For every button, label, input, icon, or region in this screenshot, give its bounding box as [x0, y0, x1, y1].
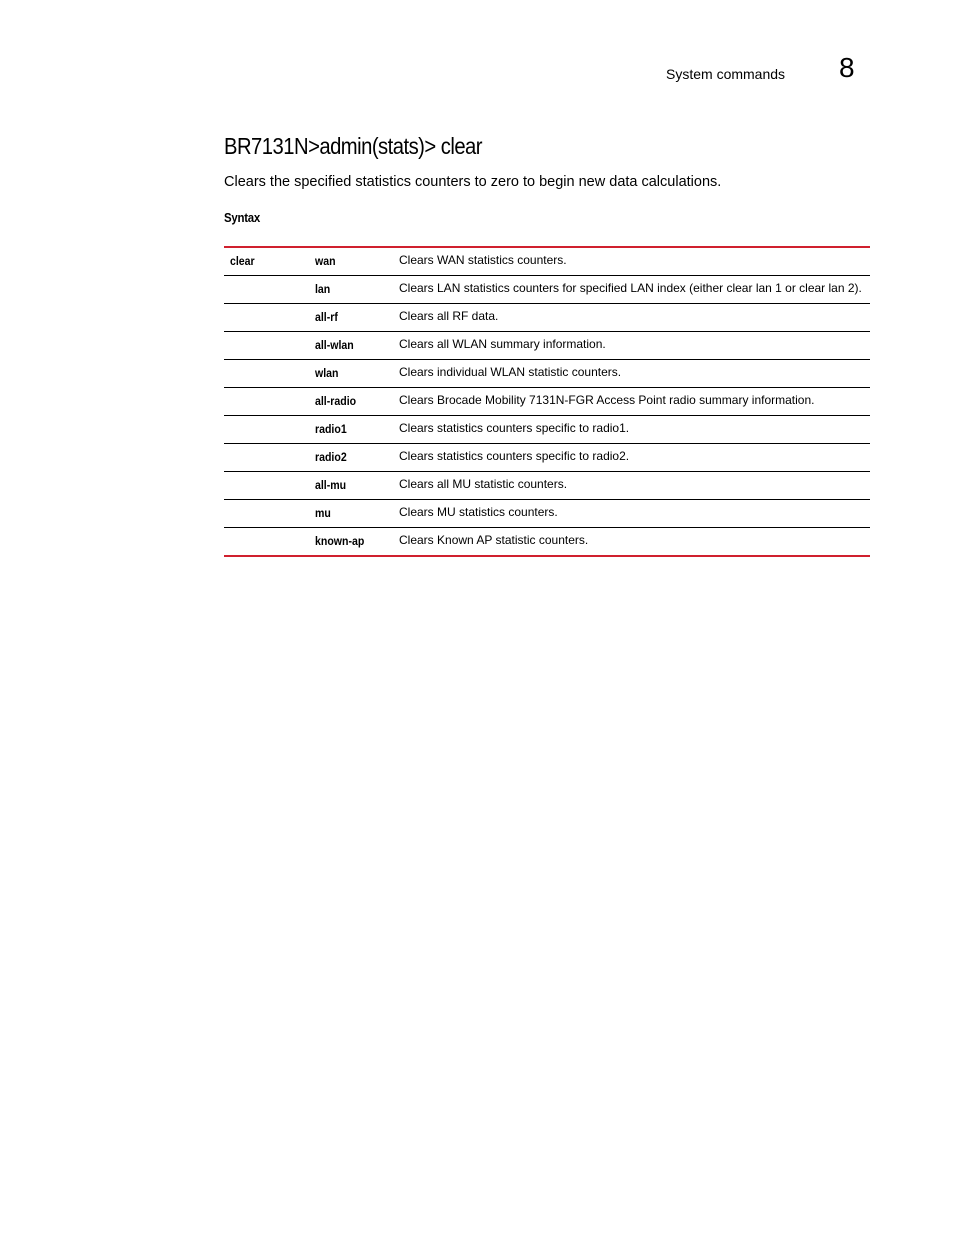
- argument-description: Clears individual WLAN statistic counters.: [399, 365, 622, 379]
- command-cell: [224, 388, 309, 416]
- running-header-section-title: System commands: [666, 66, 786, 82]
- argument-keyword: all-mu: [315, 478, 347, 492]
- argument-description: Clears all RF data.: [399, 309, 499, 323]
- command-keyword: clear: [230, 254, 255, 268]
- argument-cell: [309, 500, 393, 528]
- argument-cell: [309, 276, 393, 304]
- table-row: [224, 247, 870, 276]
- command-cell: [224, 472, 309, 500]
- argument-cell: [309, 444, 393, 472]
- description-cell: [393, 247, 870, 276]
- command-cell: [224, 528, 309, 557]
- table-row: [224, 360, 870, 388]
- command-cell: [224, 360, 309, 388]
- argument-description: Clears all MU statistic counters.: [399, 477, 568, 491]
- command-cell: [224, 500, 309, 528]
- argument-description: Clears statistics counters specific to radio2.: [399, 449, 630, 463]
- argument-cell: [309, 360, 393, 388]
- description-cell: [393, 416, 870, 444]
- description-cell: [393, 500, 870, 528]
- description-cell: [393, 304, 870, 332]
- table-row: [224, 388, 870, 416]
- argument-keyword: radio2: [315, 450, 347, 464]
- argument-description: Clears LAN statistics counters for specified LAN index (either clear lan 1 or clear lan 2).: [399, 281, 862, 295]
- argument-keyword: wlan: [315, 366, 339, 380]
- table-row: [224, 472, 870, 500]
- argument-keyword: lan: [315, 282, 331, 296]
- description-cell: [393, 528, 870, 557]
- chapter-number: 8: [839, 52, 855, 83]
- argument-description: Clears MU statistics counters.: [399, 505, 558, 519]
- argument-cell: [309, 472, 393, 500]
- table-row: [224, 276, 870, 304]
- argument-description: Clears Brocade Mobility 7131N-FGR Access Point radio summary information.: [399, 393, 815, 407]
- argument-keyword: mu: [315, 506, 331, 520]
- argument-description: Clears Known AP statistic counters.: [399, 533, 589, 547]
- argument-keyword: radio1: [315, 422, 347, 436]
- argument-cell: [309, 332, 393, 360]
- table-row: [224, 528, 870, 557]
- description-cell: [393, 472, 870, 500]
- argument-description: Clears all WLAN summary information.: [399, 337, 606, 351]
- argument-keyword: all-radio: [315, 394, 357, 408]
- table-row: [224, 304, 870, 332]
- argument-cell: [309, 388, 393, 416]
- description-cell: [393, 444, 870, 472]
- description-cell: [393, 332, 870, 360]
- syntax-table: [224, 246, 870, 557]
- command-cell: [224, 276, 309, 304]
- argument-description: Clears statistics counters specific to radio1.: [399, 421, 630, 435]
- argument-cell: [309, 304, 393, 332]
- argument-cell: [309, 416, 393, 444]
- table-row: [224, 444, 870, 472]
- syntax-label: Syntax: [224, 210, 260, 225]
- table-row: [224, 332, 870, 360]
- description-cell: [393, 388, 870, 416]
- argument-cell: [309, 528, 393, 557]
- argument-keyword: known-ap: [315, 534, 365, 548]
- argument-description: Clears WAN statistics counters.: [399, 253, 567, 267]
- command-description: Clears the specified statistics counters to zero to begin new data calculations.: [224, 174, 722, 190]
- argument-keyword: all-wlan: [315, 338, 354, 352]
- command-cell: [224, 247, 309, 276]
- description-cell: [393, 276, 870, 304]
- argument-cell: [309, 247, 393, 276]
- command-cell: [224, 416, 309, 444]
- argument-keyword: wan: [315, 254, 336, 268]
- command-cell: [224, 444, 309, 472]
- table-row: [224, 416, 870, 444]
- argument-keyword: all-rf: [315, 310, 338, 324]
- command-cell: [224, 332, 309, 360]
- description-cell: [393, 360, 870, 388]
- command-heading: BR7131N>admin(stats)> clear: [224, 133, 482, 159]
- table-row: [224, 500, 870, 528]
- command-cell: [224, 304, 309, 332]
